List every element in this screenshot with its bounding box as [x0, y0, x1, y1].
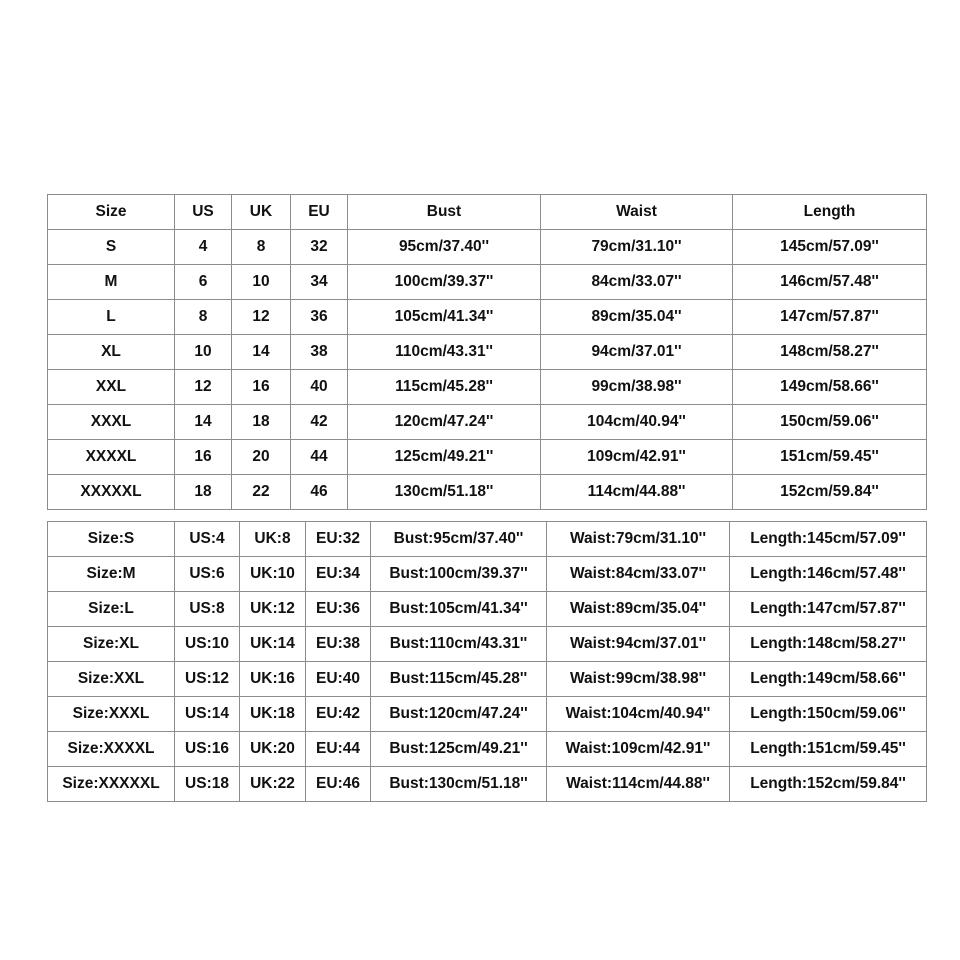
size-chart-labeled-body: [48, 522, 927, 802]
table-row: [48, 300, 927, 335]
table-cell: 6: [175, 265, 232, 300]
table-cell: 109cm/42.91'': [541, 440, 733, 475]
table-cell: Size:XL: [48, 627, 175, 662]
table-cell: US:6: [175, 557, 240, 592]
table-cell: 10: [232, 265, 291, 300]
table-row: [48, 405, 927, 440]
table-row: [48, 697, 927, 732]
table-cell: Length:151cm/59.45'': [730, 732, 927, 767]
table-cell: UK:12: [240, 592, 306, 627]
table-cell: Bust:125cm/49.21'': [371, 732, 547, 767]
size-chart-table: [47, 194, 927, 510]
table-cell: 42: [291, 405, 348, 440]
table-cell: Size:M: [48, 557, 175, 592]
column-header: Length: [733, 195, 927, 230]
table-cell: Length:146cm/57.48'': [730, 557, 927, 592]
table-cell: EU:36: [306, 592, 371, 627]
table-cell: 152cm/59.84'': [733, 475, 927, 510]
table-cell: 99cm/38.98'': [541, 370, 733, 405]
table-cell: EU:40: [306, 662, 371, 697]
table-cell: 115cm/45.28'': [348, 370, 541, 405]
table-row: [48, 475, 927, 510]
column-header: US: [175, 195, 232, 230]
table-cell: EU:34: [306, 557, 371, 592]
table-cell: Length:147cm/57.87'': [730, 592, 927, 627]
table-cell: US:8: [175, 592, 240, 627]
table-cell: Length:149cm/58.66'': [730, 662, 927, 697]
table-cell: L: [48, 300, 175, 335]
table-cell: 148cm/58.27'': [733, 335, 927, 370]
table-cell: 16: [175, 440, 232, 475]
table-cell: Bust:95cm/37.40'': [371, 522, 547, 557]
table-cell: 149cm/58.66'': [733, 370, 927, 405]
table-cell: 89cm/35.04'': [541, 300, 733, 335]
table-row: [48, 627, 927, 662]
table-cell: 12: [232, 300, 291, 335]
table-cell: 94cm/37.01'': [541, 335, 733, 370]
table-cell: Length:148cm/58.27'': [730, 627, 927, 662]
table-cell: 146cm/57.48'': [733, 265, 927, 300]
column-header: Size: [48, 195, 175, 230]
table-cell: XXXXXL: [48, 475, 175, 510]
table-cell: US:12: [175, 662, 240, 697]
table-cell: Waist:99cm/38.98'': [547, 662, 730, 697]
table-cell: 32: [291, 230, 348, 265]
table-cell: Bust:130cm/51.18'': [371, 767, 547, 802]
table-cell: Size:XXL: [48, 662, 175, 697]
table-cell: 151cm/59.45'': [733, 440, 927, 475]
table-cell: 130cm/51.18'': [348, 475, 541, 510]
table-cell: Size:S: [48, 522, 175, 557]
table-cell: 84cm/33.07'': [541, 265, 733, 300]
table-cell: 147cm/57.87'': [733, 300, 927, 335]
table-cell: Bust:100cm/39.37'': [371, 557, 547, 592]
table-cell: 104cm/40.94'': [541, 405, 733, 440]
table-cell: 12: [175, 370, 232, 405]
table-cell: UK:10: [240, 557, 306, 592]
table-cell: 16: [232, 370, 291, 405]
table-cell: 14: [232, 335, 291, 370]
table-cell: EU:32: [306, 522, 371, 557]
table-cell: Waist:84cm/33.07'': [547, 557, 730, 592]
table-cell: 44: [291, 440, 348, 475]
table-cell: 95cm/37.40'': [348, 230, 541, 265]
table-cell: US:14: [175, 697, 240, 732]
table-cell: 150cm/59.06'': [733, 405, 927, 440]
table-cell: Bust:120cm/47.24'': [371, 697, 547, 732]
table-row: [48, 522, 927, 557]
table-cell: Size:XXXL: [48, 697, 175, 732]
table-cell: Waist:114cm/44.88'': [547, 767, 730, 802]
table-cell: Size:L: [48, 592, 175, 627]
table-cell: 34: [291, 265, 348, 300]
table-cell: Bust:115cm/45.28'': [371, 662, 547, 697]
table-cell: 18: [175, 475, 232, 510]
table-cell: Waist:79cm/31.10'': [547, 522, 730, 557]
table-row: [48, 440, 927, 475]
table-cell: EU:38: [306, 627, 371, 662]
table-cell: XXXL: [48, 405, 175, 440]
table-cell: EU:42: [306, 697, 371, 732]
table-cell: Bust:105cm/41.34'': [371, 592, 547, 627]
table-cell: XXL: [48, 370, 175, 405]
table-cell: US:4: [175, 522, 240, 557]
column-header: Waist: [541, 195, 733, 230]
table-cell: 40: [291, 370, 348, 405]
table-cell: UK:20: [240, 732, 306, 767]
table-row: [48, 732, 927, 767]
table-cell: 4: [175, 230, 232, 265]
table-cell: Length:150cm/59.06'': [730, 697, 927, 732]
table-cell: UK:8: [240, 522, 306, 557]
table-row: [48, 335, 927, 370]
table-cell: Length:152cm/59.84'': [730, 767, 927, 802]
header-row: [48, 195, 927, 230]
table-cell: Waist:109cm/42.91'': [547, 732, 730, 767]
table-cell: US:18: [175, 767, 240, 802]
table-cell: Bust:110cm/43.31'': [371, 627, 547, 662]
size-chart-labeled-table: [47, 521, 927, 802]
column-header: Bust: [348, 195, 541, 230]
table-cell: US:10: [175, 627, 240, 662]
table-cell: 20: [232, 440, 291, 475]
table-cell: UK:22: [240, 767, 306, 802]
table-cell: 114cm/44.88'': [541, 475, 733, 510]
table-cell: UK:18: [240, 697, 306, 732]
table-cell: XL: [48, 335, 175, 370]
table-row: [48, 265, 927, 300]
table-cell: 10: [175, 335, 232, 370]
table-row: [48, 557, 927, 592]
table-cell: 145cm/57.09'': [733, 230, 927, 265]
table-cell: Waist:94cm/37.01'': [547, 627, 730, 662]
table-cell: Waist:104cm/40.94'': [547, 697, 730, 732]
table-cell: Length:145cm/57.09'': [730, 522, 927, 557]
column-header: UK: [232, 195, 291, 230]
table-cell: Waist:89cm/35.04'': [547, 592, 730, 627]
table-cell: M: [48, 265, 175, 300]
table-cell: 46: [291, 475, 348, 510]
table-cell: 110cm/43.31'': [348, 335, 541, 370]
table-cell: 22: [232, 475, 291, 510]
table-cell: US:16: [175, 732, 240, 767]
table-row: [48, 767, 927, 802]
table-cell: 38: [291, 335, 348, 370]
table-cell: 14: [175, 405, 232, 440]
table-cell: 18: [232, 405, 291, 440]
table-cell: 105cm/41.34'': [348, 300, 541, 335]
table-cell: UK:14: [240, 627, 306, 662]
table-cell: XXXXL: [48, 440, 175, 475]
table-cell: EU:44: [306, 732, 371, 767]
table-cell: 125cm/49.21'': [348, 440, 541, 475]
size-chart-body: [48, 195, 927, 510]
table-row: [48, 370, 927, 405]
table-cell: UK:16: [240, 662, 306, 697]
table-cell: 8: [175, 300, 232, 335]
table-cell: 100cm/39.37'': [348, 265, 541, 300]
table-cell: 120cm/47.24'': [348, 405, 541, 440]
table-row: [48, 662, 927, 697]
table-cell: S: [48, 230, 175, 265]
table-row: [48, 592, 927, 627]
table-cell: 79cm/31.10'': [541, 230, 733, 265]
column-header: EU: [291, 195, 348, 230]
table-row: [48, 230, 927, 265]
table-cell: 8: [232, 230, 291, 265]
table-cell: Size:XXXXXL: [48, 767, 175, 802]
table-cell: EU:46: [306, 767, 371, 802]
table-cell: Size:XXXXL: [48, 732, 175, 767]
table-cell: 36: [291, 300, 348, 335]
